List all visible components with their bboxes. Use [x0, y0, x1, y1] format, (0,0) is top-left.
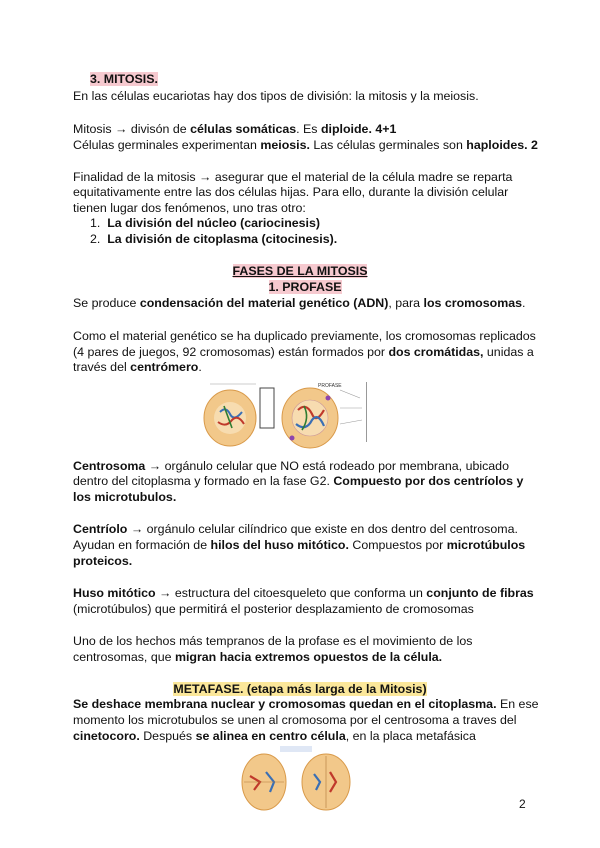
page-number: 2 [519, 797, 526, 811]
metafase-l3: cinetocoro. Después se alinea en centro célula, en la placa metafásica [73, 729, 476, 743]
profase-p2-l2: (4 pares de juegos, 92 cromosomas) están formados por dos cromátidas, unidas a [73, 345, 534, 359]
cell-left-illustration [204, 390, 256, 446]
metafase-cell-right-illustration [302, 754, 350, 810]
profase-p2-l3: través del centrómero. [73, 360, 202, 374]
centriolo-l2: Ayudan en formación de hilos del huso mitótico. Compuestos por microtúbulos [73, 538, 526, 552]
profase-figure [200, 378, 400, 454]
purpose-line-3: tienen lugar dos fenómenos, uno tras otro: [73, 201, 306, 215]
metafase-l2: momento los microtubulos se unen al cromosoma por el centrosoma a traves del [73, 713, 517, 727]
profase-p2-l1: Como el material genético se ha duplicado previamente, los cromosomas replicados [73, 329, 536, 343]
centrosoma-l3: los microtubulos. [73, 490, 177, 504]
section-heading: 3. MITOSIS. [90, 72, 158, 86]
fases-title: FASES DE LA MITOSIS [232, 264, 368, 278]
intro-text: En las células eucariotas hay dos tipos de división: la mitosis y la meiosis. [73, 89, 479, 103]
centrosoma-l1: Centrosoma → orgánulo celular que NO está rodeado por membrana, ubicado [73, 459, 509, 473]
profase-p1: Se produce condensación del material genético (ADN), para los cromosomas. [73, 296, 526, 310]
list-item: 1. La división del núcleo (cariocinesis) [90, 216, 320, 230]
svg-text:PROFASE: PROFASE [318, 383, 342, 389]
cell-right-illustration [282, 388, 338, 448]
centriolo-l1: Centríolo → orgánulo celular cilíndrico que existe en dos dentro del centrosoma. [73, 522, 518, 536]
germinal-line: Células germinales experimentan meiosis. Las células germinales son haploides. 2 [73, 138, 538, 152]
purpose-line-1: Finalidad de la mitosis → asegurar que el material de la célula madre se reparta [73, 170, 513, 184]
profase-title: 1. PROFASE [268, 280, 342, 294]
purpose-line-2: equitativamente entre las dos células hijas. Para ello, durante la división celular [73, 185, 509, 199]
temprano-l2: centrosomas, que migran hacia extremos opuestos de la célula. [73, 650, 443, 664]
metafase-title: METAFASE. (etapa más larga de la Mitosis) [173, 682, 427, 696]
centriolo-l3: proteicos. [73, 554, 133, 568]
list-item: 2. La división de citoplasma (citocinesis). [90, 232, 338, 246]
temprano-l1: Uno de los hechos más tempranos de la profase es el movimiento de los [73, 634, 473, 648]
metafase-cell-left-illustration [242, 754, 286, 810]
huso-l2: (microtúbulos) que permitirá el posterior desplazamiento de cromosomas [73, 602, 474, 616]
huso-l1: Huso mitótico → estructura del citoesqueleto que conforma un conjunto de fibras [73, 586, 534, 600]
centrosoma-l2: dentro del citoplasma y formado en la fase G2. Compuesto por dos centríolos y [73, 474, 524, 488]
mitosis-line: Mitosis → divisón de células somáticas. Es diploide. 4+1 [73, 122, 397, 136]
metafase-figure [240, 746, 360, 814]
metafase-l1: Se deshace membrana nuclear y cromosomas quedan en el citoplasma. En ese [73, 697, 539, 711]
